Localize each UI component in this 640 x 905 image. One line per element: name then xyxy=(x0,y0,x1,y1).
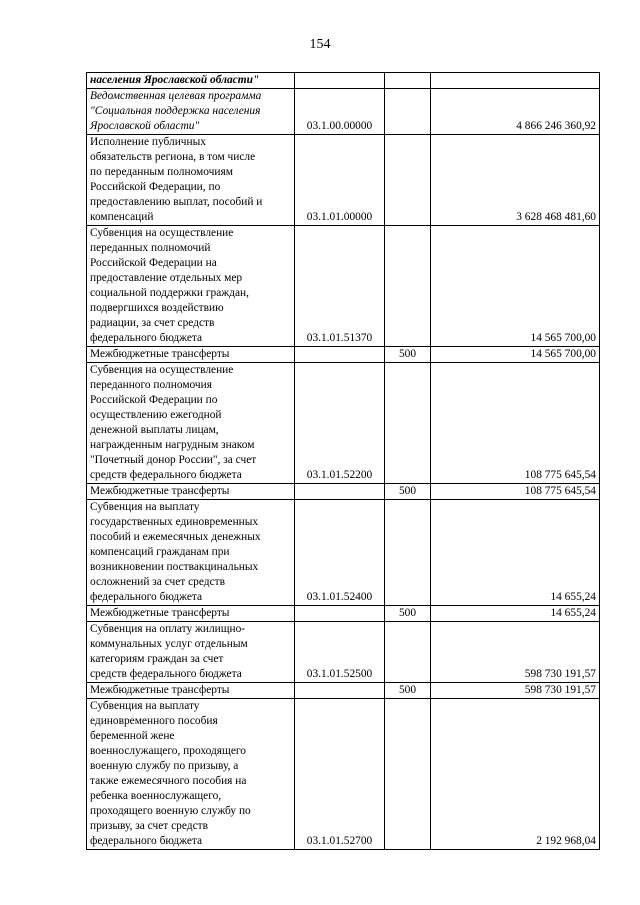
table-row xyxy=(87,363,600,484)
table-row xyxy=(87,484,600,500)
row-code-cell xyxy=(295,683,385,699)
row-amount-cell: 598 730 191,57 xyxy=(431,683,600,699)
row-expense-type-cell xyxy=(385,363,431,484)
budget-table xyxy=(86,72,600,850)
row-amount-cell: 14 565 700,00 xyxy=(431,226,600,347)
row-code-cell xyxy=(295,606,385,622)
row-name-cell: населения Ярославской области" xyxy=(87,73,295,89)
row-name-cell: Субвенция на выплату единовременного пособия беременной жене военнослужащего, проходящего военную службу по призыву, а также ежемесячного пособия на ребенка военнослужащего, проходящего военную службу по призыву, за счет средств федерального бюджета xyxy=(87,699,295,850)
row-expense-type-cell: 500 xyxy=(385,606,431,622)
row-name-cell: Ведомственная целевая программа "Социальная поддержка населения Ярославской области" xyxy=(87,89,295,135)
table-row xyxy=(87,683,600,699)
row-code-cell: 03.1.00.00000 xyxy=(295,89,385,135)
row-code-cell: 03.1.01.00000 xyxy=(295,135,385,226)
row-name-cell: Субвенция на выплату государственных единовременных пособий и ежемесячных денежных компенсаций гражданам при возникновении поствакцинальных осложнений за счет средств федерального бюджета xyxy=(87,500,295,606)
row-expense-type-cell: 500 xyxy=(385,347,431,363)
row-code-cell: 03.1.01.52200 xyxy=(295,363,385,484)
row-expense-type-cell: 500 xyxy=(385,484,431,500)
row-amount-cell: 4 866 246 360,92 xyxy=(431,89,600,135)
row-amount-cell: 14 655,24 xyxy=(431,500,600,606)
table-row xyxy=(87,347,600,363)
page-number: 154 xyxy=(309,37,331,52)
row-amount-cell: 3 628 468 481,60 xyxy=(431,135,600,226)
row-amount-cell xyxy=(431,73,600,89)
row-name-cell: Субвенция на осуществление переданных полномочий Российской Федерации на предоставление отдельных мер социальной поддержки граждан, подвергшихся воздействию радиации, за счет средств федерального бюджета xyxy=(87,226,295,347)
row-expense-type-cell xyxy=(385,699,431,850)
row-amount-cell: 14 655,24 xyxy=(431,606,600,622)
row-name-cell: Межбюджетные трансферты xyxy=(87,484,295,500)
row-amount-cell: 108 775 645,54 xyxy=(431,484,600,500)
row-code-cell xyxy=(295,484,385,500)
table-row xyxy=(87,699,600,850)
row-name-cell: Межбюджетные трансферты xyxy=(87,347,295,363)
row-code-cell: 03.1.01.52700 xyxy=(295,699,385,850)
row-expense-type-cell xyxy=(385,226,431,347)
row-name-cell: Субвенция на осуществление переданного полномочия Российской Федерации по осуществлению ежегодной денежной выплаты лицам, награжденным нагрудным знаком "Почетный донор России", за счет средств федерального бюджета xyxy=(87,363,295,484)
row-code-cell: 03.1.01.52400 xyxy=(295,500,385,606)
row-amount-cell: 2 192 968,04 xyxy=(431,699,600,850)
row-name-cell: Межбюджетные трансферты xyxy=(87,606,295,622)
row-code-cell xyxy=(295,73,385,89)
row-code-cell xyxy=(295,347,385,363)
table-row xyxy=(87,135,600,226)
row-expense-type-cell xyxy=(385,622,431,683)
row-name-cell: Субвенция на оплату жилищно- коммунальных услуг отдельным категориям граждан за счет средств федерального бюджета xyxy=(87,622,295,683)
table-row xyxy=(87,89,600,135)
table-row xyxy=(87,622,600,683)
row-name-cell: Межбюджетные трансферты xyxy=(87,683,295,699)
row-expense-type-cell: 500 xyxy=(385,683,431,699)
table-row xyxy=(87,606,600,622)
row-amount-cell: 14 565 700,00 xyxy=(431,347,600,363)
row-code-cell: 03.1.01.51370 xyxy=(295,226,385,347)
table-row xyxy=(87,226,600,347)
row-amount-cell: 598 730 191,57 xyxy=(431,622,600,683)
table-row xyxy=(87,73,600,89)
row-expense-type-cell xyxy=(385,500,431,606)
row-code-cell: 03.1.01.52500 xyxy=(295,622,385,683)
budget-table-body xyxy=(87,73,600,850)
row-expense-type-cell xyxy=(385,89,431,135)
row-expense-type-cell xyxy=(385,135,431,226)
table-row xyxy=(87,500,600,606)
row-name-cell: Исполнение публичных обязательств региона, в том числе по переданным полномочиям Российской Федерации, по предоставлению выплат, пособий и компенсаций xyxy=(87,135,295,226)
row-expense-type-cell xyxy=(385,73,431,89)
row-amount-cell: 108 775 645,54 xyxy=(431,363,600,484)
